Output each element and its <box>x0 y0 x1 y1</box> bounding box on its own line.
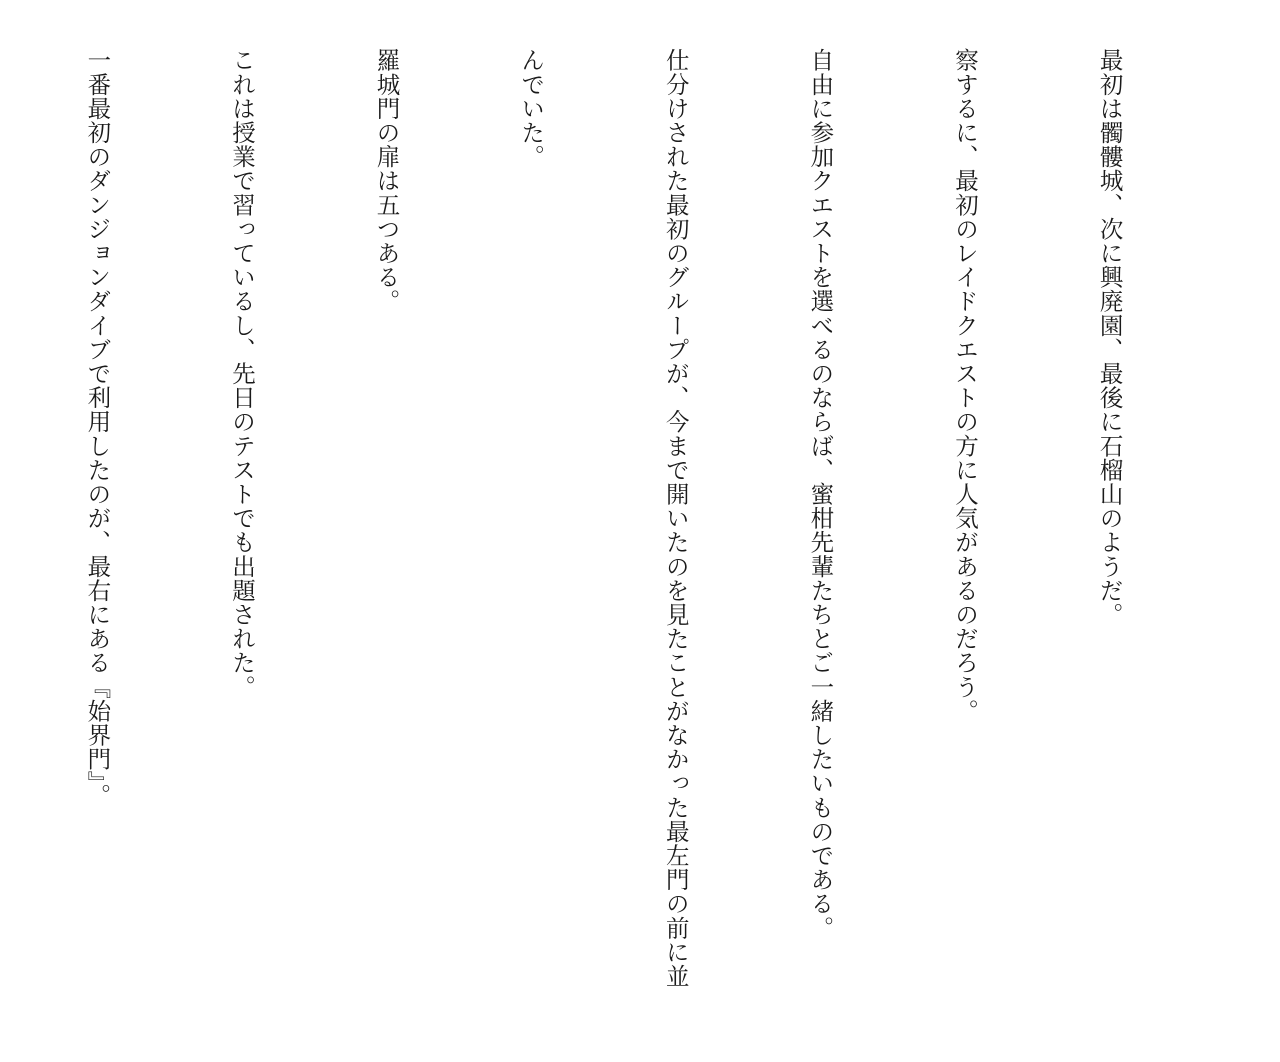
vertical-text-body <box>0 48 1230 1033</box>
text-line: 仕分けされた最初のグループが、今まで開いたのを見たことがなかった最左門の前に並 <box>661 48 690 988</box>
text-line: 羅城門の扉は五つある。 <box>372 48 401 314</box>
text-line: 最初は髑髏城、次に興廃園、最後に石榴山のようだ。 <box>1095 48 1124 627</box>
text-line: んでいた。 <box>517 48 546 169</box>
text-line: 自由に参加クエストを選べるのならば、蜜柑先輩たちとご一緒したいものである。 <box>806 48 835 940</box>
text-line: これは授業で習っているし、先日のテストでも出題された。 <box>227 48 256 699</box>
text-line: 一番最初のダンジョンダイブで利用したのが、最右にある『始界門』。 <box>83 48 112 808</box>
text-line: 察するに、最初のレイドクエストの方に人気があるのだろう。 <box>950 48 979 723</box>
